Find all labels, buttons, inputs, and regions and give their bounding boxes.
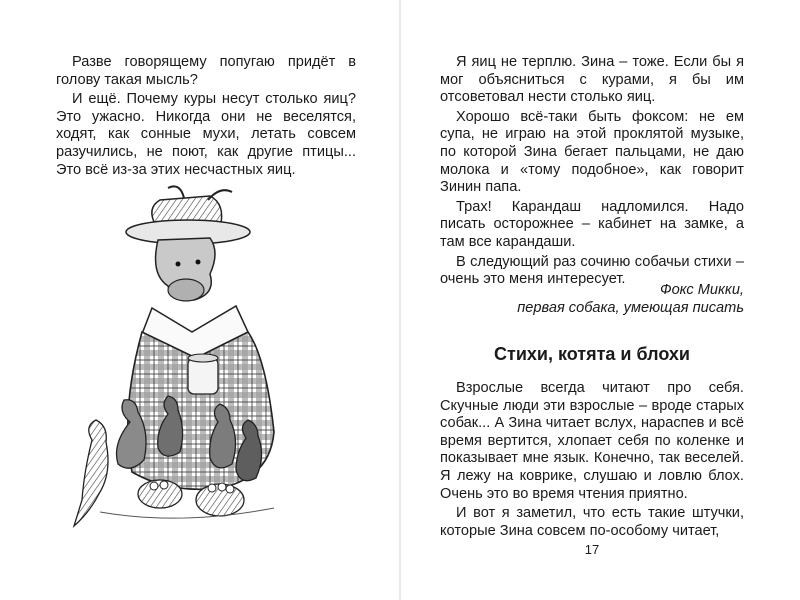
cow-with-chickens-illustration	[60, 182, 290, 542]
left-page-text	[56, 54, 356, 179]
right-page	[400, 0, 800, 600]
paragraph: И вот я заметил, что есть такие штучки, которые Зина совсем по-особому читает,	[440, 505, 744, 539]
paragraph: Я яиц не терплю. Зина – тоже. Если бы я мог объясниться с курами, я бы им отсоветовал нести столько яиц.	[440, 54, 744, 106]
page-number: 17	[584, 542, 600, 557]
paragraph: В следующий раз сочиню собачьи стихи – очень это меня интересует.	[440, 253, 744, 288]
paragraph: Хорошо всё-таки быть фоксом: не ем супа, не играю на этой проклятой музыке, по которой Зина бегает пальцами, не даю молока и «тому подобное», как говорит Зинин папа.	[440, 108, 744, 196]
chapter-title: Стихи, котята и блохи	[494, 344, 690, 364]
chapter-text	[440, 380, 744, 540]
signature-name: Фокс Микки,	[659, 282, 744, 298]
signature	[440, 281, 744, 317]
paragraph: Разве говорящему попугаю придёт в голову такая мысль?	[56, 54, 356, 88]
paragraph: Трах! Карандаш надломился. Надо писать осторожнее – кабинет на замке, а там все карандаши.	[440, 198, 744, 250]
right-page-text	[440, 54, 744, 289]
paragraph: И ещё. Почему куры несут столько яиц? Это ужасно. Никогда они не веселятся, ходят, как сонные мухи, летать совсем разучились, не поют, как другие птицы... Это всё из-за этих несчастных яиц.	[56, 91, 356, 178]
signature-title: первая собака, умеющая писать	[517, 300, 744, 316]
paragraph: Взрослые всегда читают про себя. Скучные люди эти взрослые – вроде старых собак... А Зина читает вслух, нараспев и всё время вертится, хлопает себя по коленке и показывает мне язык. Конечно, так веселей. Я лежу на коврике, слушаю и ловлю блох. Очень это во время чтения приятно.	[440, 380, 744, 502]
